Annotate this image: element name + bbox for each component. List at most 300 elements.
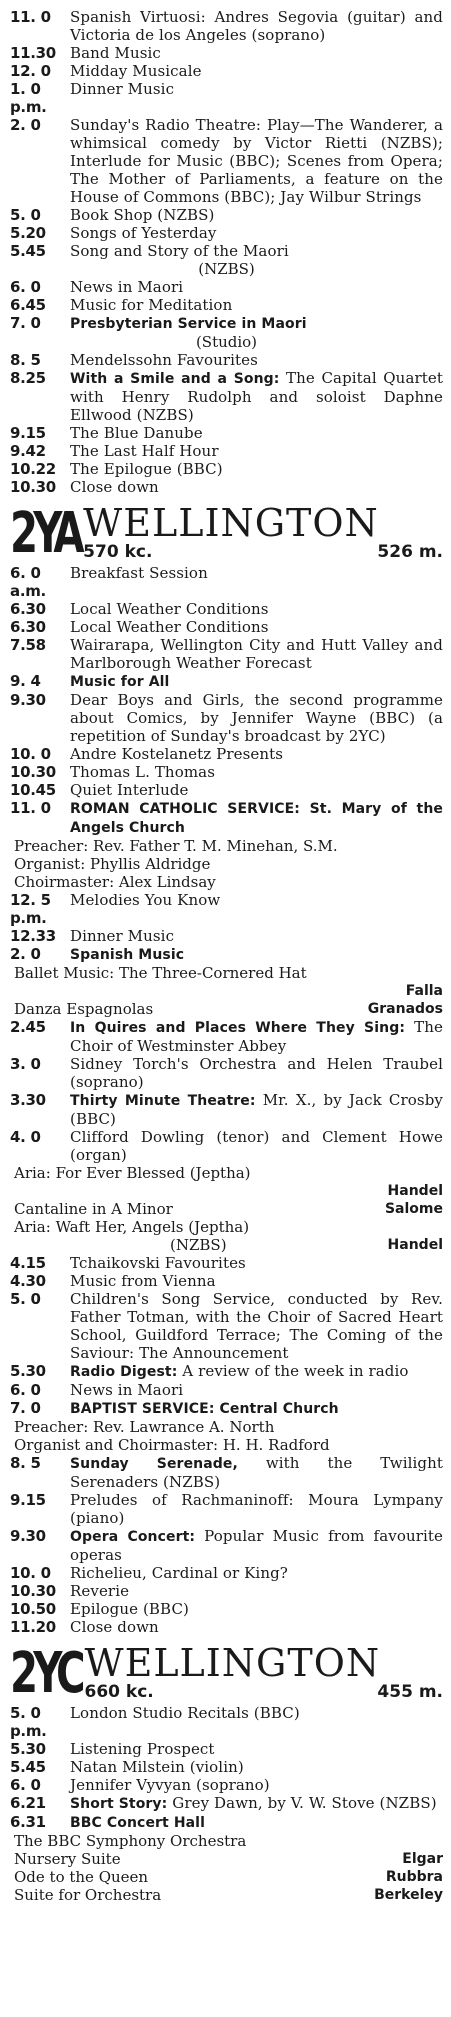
program-text: The Last Half Hour: [70, 442, 219, 460]
program-row: [10, 672, 443, 691]
program-entry: [10, 1055, 443, 1091]
program-entry: [10, 927, 443, 945]
program-detail: Organist: Phyllis Aldridge: [14, 855, 211, 873]
program-row: [10, 1381, 443, 1399]
program-title: Short Story:: [70, 1796, 168, 1812]
program-row: [10, 1399, 443, 1418]
program-description: [70, 564, 443, 600]
program-entry: [10, 1776, 443, 1794]
program-time: 8. 5: [10, 1454, 41, 1472]
program-entry: [10, 945, 443, 1018]
program-time: 9.42: [10, 442, 46, 460]
program-row: [10, 1813, 443, 1832]
program-entry: [10, 891, 443, 927]
program-entry: [10, 781, 443, 799]
program-row: [10, 296, 443, 314]
program-description: [70, 1758, 443, 1776]
program-time: 10.30: [10, 763, 56, 781]
program-description: [70, 1776, 443, 1794]
program-text: The Blue Danube: [70, 424, 203, 442]
program-entry: [10, 1704, 443, 1740]
station-call-sign: 2YC: [10, 1641, 81, 1706]
program-time: 9.15: [10, 424, 46, 442]
program-description: [70, 891, 443, 927]
program-description: [70, 442, 443, 460]
program-description: [70, 242, 443, 260]
program-description: [70, 1254, 443, 1272]
program-row: [10, 1128, 443, 1164]
program-text: Quiet Interlude: [70, 781, 189, 799]
program-time: 6.30: [10, 600, 46, 618]
program-description: [70, 1128, 443, 1164]
program-text: Popular Music from favourite operas: [70, 1527, 443, 1564]
program-description: [70, 478, 443, 496]
program-text: London Studio Recitals (BBC): [70, 1704, 300, 1722]
program-entry: [10, 1254, 443, 1272]
program-description: [70, 44, 443, 62]
program-row: [10, 1582, 443, 1600]
program-entry: [10, 564, 443, 600]
program-description: [70, 636, 443, 672]
program-text: Jennifer Vyvyan (soprano): [70, 1776, 270, 1794]
station-call-sign: 2YA: [10, 501, 80, 566]
program-row: [10, 564, 443, 600]
program-time: 3. 0: [10, 1055, 41, 1073]
program-entry: [10, 1600, 443, 1618]
program-detail: Aria: For Ever Blessed (Jeptha): [14, 1164, 251, 1182]
program-time: 11.30: [10, 44, 56, 62]
program-time: 9.15: [10, 1491, 46, 1509]
program-row: [10, 369, 443, 424]
program-row: [10, 636, 443, 672]
program-time: 12.33: [10, 927, 56, 945]
program-row: [10, 1491, 443, 1527]
program-text: Song and Story of the Maori: [70, 242, 289, 260]
program-row: [10, 1018, 443, 1055]
program-time: 5. 0: [10, 206, 41, 224]
program-description: [70, 945, 443, 964]
program-title: BBC Concert Hall: [70, 1815, 205, 1831]
program-row: [10, 927, 443, 945]
composer-name: Elgar: [402, 1851, 443, 1867]
program-row: [10, 1564, 443, 1582]
program-text: Children's Song Service, conducted by Rev. Father Totman, with the Choir of Sacred Heart School, Guildford Terrace; The Coming of the Saviour: The Announcement: [70, 1290, 443, 1362]
work-line: [10, 1236, 443, 1254]
program-time: 12. 0: [10, 62, 51, 80]
program-entry: [10, 1454, 443, 1491]
program-entry: [10, 1758, 443, 1776]
program-time: 11. 0: [10, 8, 51, 26]
program-text: Tchaikovski Favourites: [70, 1254, 246, 1272]
program-entry: [10, 1527, 443, 1564]
program-time: 11. 0: [10, 799, 51, 817]
program-time: 3.30: [10, 1091, 46, 1109]
program-title: In Quires and Places Where They Sing:: [70, 1020, 406, 1036]
program-title: Radio Digest:: [70, 1364, 178, 1380]
program-time: 4.15: [10, 1254, 46, 1272]
program-text: Close down: [70, 1618, 159, 1636]
program-entry: [10, 278, 443, 296]
program-time: 5.30: [10, 1362, 46, 1380]
program-time: 7. 0: [10, 1399, 41, 1417]
program-time: 10.45: [10, 781, 56, 799]
composer-name: Rubbra: [385, 1869, 443, 1885]
program-time: 6. 0: [10, 278, 41, 296]
program-text: Midday Musicale: [70, 62, 202, 80]
program-text: Grey Dawn, by V. W. Stove (NZBS): [172, 1794, 437, 1812]
program-entry: [10, 636, 443, 672]
program-description: [70, 278, 443, 296]
station-wavelength: 455 m.: [377, 1682, 443, 1702]
station-header-2yc: [10, 1641, 443, 1706]
program-detail: Choirmaster: Alex Lindsay: [14, 873, 216, 891]
composer-name: Falla: [405, 983, 443, 999]
program-description: [70, 763, 443, 781]
program-description: [70, 691, 443, 745]
program-detail: Preacher: Rev. Lawrance A. North: [14, 1418, 275, 1436]
program-detail: Organist and Choirmaster: H. H. Radford: [14, 1436, 330, 1454]
program-description: [70, 1055, 443, 1091]
program-entry: [10, 618, 443, 636]
program-time: 7.58: [10, 636, 46, 654]
program-description: [70, 314, 443, 333]
program-text: Dinner Music: [70, 80, 175, 98]
program-title: Opera Concert:: [70, 1529, 196, 1545]
program-text: Wairarapa, Wellington City and Hutt Valley and Marlborough Weather Forecast: [70, 636, 443, 672]
program-time: 6.31: [10, 1813, 46, 1831]
composer-name: Salome: [384, 1201, 443, 1217]
program-row: [10, 1091, 443, 1128]
program-time: 6.45: [10, 296, 46, 314]
program-description: [70, 1091, 443, 1128]
program-text: Close down: [70, 478, 159, 496]
program-text: Spanish Virtuosi: Andres Segovia (guitar) and Victoria de los Angeles (soprano): [70, 8, 443, 44]
program-description: [70, 781, 443, 799]
program-description: [70, 927, 443, 945]
program-description: [70, 672, 443, 691]
program-row: [10, 763, 443, 781]
program-entry: [10, 478, 443, 496]
program-description: [70, 1018, 443, 1055]
program-time: 8.25: [10, 369, 46, 387]
program-entry: [10, 1272, 443, 1290]
program-text: News in Maori: [70, 1381, 184, 1399]
program-time: 10.30: [10, 1582, 56, 1600]
program-description: [70, 1527, 443, 1564]
program-time: 8. 5: [10, 351, 41, 369]
program-time: 12. 5 p.m.: [10, 891, 51, 927]
program-title: Sunday Serenade,: [70, 1456, 238, 1472]
program-row: [10, 224, 443, 242]
program-text: Clifford Dowling (tenor) and Clement Howe (organ): [70, 1128, 443, 1164]
program-time: 6. 0 a.m.: [10, 564, 46, 600]
program-row: [10, 1600, 443, 1618]
program-detail: Ballet Music: The Three-Cornered Hat: [14, 964, 307, 982]
program-text: The Capital Quartet with Henry Rudolph and soloist Daphne Ellwood (NZBS): [70, 369, 443, 424]
program-row: [10, 80, 443, 116]
program-row: [10, 745, 443, 763]
program-text: Band Music: [70, 44, 161, 62]
program-text: Epilogue (BBC): [70, 1600, 189, 1618]
program-row: [10, 1740, 443, 1758]
program-time: 2. 0: [10, 116, 41, 134]
program-entry: [10, 799, 443, 891]
program-row: [10, 1618, 443, 1636]
program-row: [10, 242, 443, 260]
program-entry: [10, 1128, 443, 1254]
program-time: 2.45: [10, 1018, 46, 1036]
program-entry: [10, 1794, 443, 1813]
program-row: [10, 1362, 443, 1381]
program-description: [70, 1454, 443, 1491]
program-row: [10, 1055, 443, 1091]
work-title: Ode to the Queen: [14, 1868, 149, 1886]
program-description: [70, 1582, 443, 1600]
program-time: 10. 0: [10, 745, 51, 763]
work-title: (NZBS): [170, 1236, 227, 1254]
program-entry: [10, 242, 443, 278]
program-description: [70, 1362, 443, 1381]
program-row: [10, 1454, 443, 1491]
program-text: Richelieu, Cardinal or King?: [70, 1564, 288, 1582]
program-description: [70, 1491, 443, 1527]
station-city: WELLINGTON: [84, 1641, 381, 1685]
program-text: Local Weather Conditions: [70, 600, 269, 618]
program-text: Thomas L. Thomas: [70, 763, 215, 781]
program-row: [10, 1527, 443, 1564]
program-entry: [10, 1564, 443, 1582]
program-time: 10. 0: [10, 1564, 51, 1582]
program-text: Mr. X., by Jack Crosby (BBC): [70, 1091, 443, 1128]
program-description: [70, 1618, 443, 1636]
program-time: 2. 0: [10, 945, 41, 963]
program-time: 10.30: [10, 478, 56, 496]
program-description: [70, 116, 443, 206]
program-entry: [10, 1740, 443, 1758]
program-title: Spanish Music: [70, 947, 185, 963]
program-description: [70, 745, 443, 763]
program-entry: [10, 1582, 443, 1600]
program-entry: [10, 1018, 443, 1055]
composer-name: Handel: [387, 1183, 443, 1199]
program-entry: [10, 296, 443, 314]
station-wavelength: 526 m.: [377, 542, 443, 562]
work-title: Danza Espagnolas: [14, 1000, 154, 1018]
program-text: The Epilogue (BBC): [70, 460, 223, 478]
composer-name: Berkeley: [374, 1887, 443, 1903]
program-entry: [10, 80, 443, 116]
program-row: [10, 945, 443, 964]
program-row: [10, 1272, 443, 1290]
program-text: Listening Prospect: [70, 1740, 215, 1758]
station-frequency: 660 kc.: [84, 1682, 154, 1702]
program-row: [10, 799, 443, 837]
program-row: [10, 1758, 443, 1776]
program-text: Reverie: [70, 1582, 130, 1600]
program-time: 1. 0 p.m.: [10, 80, 47, 116]
program-row: [10, 891, 443, 927]
program-entry: [10, 672, 443, 691]
program-row: [10, 478, 443, 496]
program-entry: [10, 763, 443, 781]
program-text: Sunday's Radio Theatre: Play—The Wanderer, a whimsical comedy by Victor Rietti (NZBS); Interlude for Music (BBC); Scenes from Opera; The Mother of Parliaments, a feature on the House of Commons (BBC); Jay Wilbur Strings: [70, 116, 443, 206]
program-text: Music from Vienna: [70, 1272, 216, 1290]
program-time: 5. 0 p.m.: [10, 1704, 47, 1740]
program-note: (NZBS): [198, 260, 255, 278]
program-row: [10, 600, 443, 618]
program-text: Local Weather Conditions: [70, 618, 269, 636]
program-entry: [10, 206, 443, 224]
program-time: 6. 0: [10, 1381, 41, 1399]
program-text: Music for Meditation: [70, 296, 233, 314]
program-description: [70, 424, 443, 442]
program-text: Breakfast Session: [70, 564, 208, 582]
program-entry: [10, 1362, 443, 1381]
program-description: [70, 80, 443, 116]
program-description: [70, 1794, 443, 1813]
program-entry: [10, 116, 443, 206]
work-line: [10, 1850, 443, 1868]
program-description: [70, 224, 443, 242]
program-time: 9.30: [10, 691, 46, 709]
program-detail: The BBC Symphony Orchestra: [14, 1832, 247, 1850]
program-description: [70, 62, 443, 80]
program-row: [10, 781, 443, 799]
composer-name: Granados: [367, 1001, 443, 1017]
program-section-3: [10, 1704, 443, 1904]
program-time: 6.30: [10, 618, 46, 636]
program-entry: [10, 8, 443, 44]
program-entry: [10, 1618, 443, 1636]
program-description: [70, 1564, 443, 1582]
program-time: 5. 0: [10, 1290, 41, 1308]
program-entry: [10, 314, 443, 351]
work-line: [10, 1000, 443, 1018]
work-title: Nursery Suite: [14, 1850, 121, 1868]
program-description: [70, 1381, 443, 1399]
program-description: [70, 351, 443, 369]
program-time: 4. 0: [10, 1128, 41, 1146]
program-entry: [10, 369, 443, 424]
program-title: Thirty Minute Theatre:: [70, 1093, 256, 1109]
program-entry: [10, 745, 443, 763]
program-row: [10, 618, 443, 636]
program-time: 10.22: [10, 460, 56, 478]
program-entry: [10, 442, 443, 460]
program-time: 5.20: [10, 224, 46, 242]
program-entry: [10, 1381, 443, 1399]
program-entry: [10, 351, 443, 369]
program-time: 9. 4: [10, 672, 41, 690]
program-text: Dear Boys and Girls, the second programme about Comics, by Jennifer Wayne (BBC) (a repetition of Sunday's broadcast by 2YC): [70, 691, 443, 745]
work-line: [10, 1868, 443, 1886]
program-description: [70, 1813, 443, 1832]
work-line: [10, 1886, 443, 1904]
program-entry: [10, 1491, 443, 1527]
program-row: [10, 1704, 443, 1740]
program-text: News in Maori: [70, 278, 184, 296]
program-text: Book Shop (NZBS): [70, 206, 215, 224]
station-city: WELLINGTON: [83, 501, 379, 545]
program-text: with the Twilight Serenaders (NZBS): [70, 1454, 444, 1491]
program-note: (Studio): [195, 333, 258, 351]
work-title: Cantaline in A Minor: [14, 1200, 173, 1218]
program-row: [10, 206, 443, 224]
program-text: A review of the week in radio: [182, 1362, 409, 1380]
program-text: Natan Milstein (violin): [70, 1758, 244, 1776]
program-time: 6.21: [10, 1794, 46, 1812]
program-text: The Choir of Westminster Abbey: [70, 1018, 443, 1055]
program-description: [70, 1272, 443, 1290]
program-description: [70, 1399, 443, 1418]
program-entry: [10, 224, 443, 242]
program-detail: Preacher: Rev. Father T. M. Minehan, S.M.: [14, 837, 338, 855]
program-description: [70, 600, 443, 618]
program-description: [70, 8, 443, 44]
program-entry: [10, 424, 443, 442]
program-description: [70, 1290, 443, 1362]
program-row: [10, 424, 443, 442]
program-row: [10, 314, 443, 333]
program-text: Andre Kostelanetz Presents: [70, 745, 284, 763]
program-row: [10, 442, 443, 460]
program-entry: [10, 460, 443, 478]
program-detail: Aria: Waft Her, Angels (Jeptha): [14, 1218, 250, 1236]
program-time: 7. 0: [10, 314, 41, 332]
program-entry: [10, 1399, 443, 1454]
program-row: [10, 1290, 443, 1362]
work-line: [10, 1200, 443, 1218]
program-text: Preludes of Rachmaninoff: Moura Lympany (piano): [70, 1491, 443, 1527]
composer-name: Handel: [387, 1237, 443, 1253]
program-row: [10, 460, 443, 478]
program-section-1: [10, 8, 443, 496]
station-header-2ya: [10, 501, 443, 566]
program-entry: [10, 1091, 443, 1128]
program-title: BAPTIST SERVICE: Central Church: [70, 1401, 339, 1417]
program-entry: [10, 1290, 443, 1362]
program-row: [10, 62, 443, 80]
program-description: [70, 1704, 443, 1740]
program-time: 4.30: [10, 1272, 46, 1290]
program-row: [10, 1776, 443, 1794]
program-row: [10, 691, 443, 745]
program-row: [10, 1254, 443, 1272]
program-time: 11.20: [10, 1618, 56, 1636]
program-description: [70, 1740, 443, 1758]
work-title: Suite for Orchestra: [14, 1886, 162, 1904]
program-row: [10, 44, 443, 62]
program-entry: [10, 62, 443, 80]
program-description: [70, 460, 443, 478]
program-text: Sidney Torch's Orchestra and Helen Traubel (soprano): [70, 1055, 443, 1091]
program-title: ROMAN CATHOLIC SERVICE: St. Mary of the Angels Church: [70, 801, 443, 836]
program-text: Dinner Music: [70, 927, 175, 945]
program-text: Songs of Yesterday: [70, 224, 217, 242]
program-row: [10, 116, 443, 206]
program-row: [10, 1794, 443, 1813]
program-description: [70, 369, 443, 424]
program-description: [70, 206, 443, 224]
program-row: [10, 278, 443, 296]
program-text: Mendelssohn Favourites: [70, 351, 258, 369]
program-time: 5.30: [10, 1740, 46, 1758]
program-entry: [10, 44, 443, 62]
program-time: 5.45: [10, 1758, 46, 1776]
program-title: Presbyterian Service in Maori: [70, 316, 307, 332]
program-description: [70, 1600, 443, 1618]
program-text: Melodies You Know: [70, 891, 221, 909]
